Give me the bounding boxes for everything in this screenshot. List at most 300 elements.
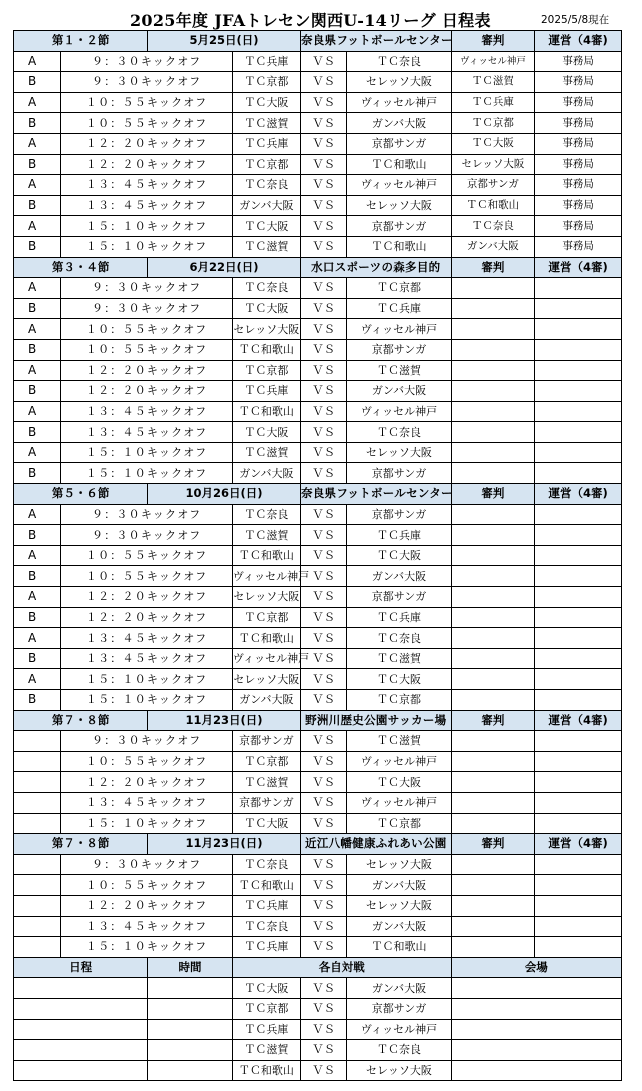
extra-venue-cell [451, 1060, 621, 1081]
match-row [14, 937, 622, 958]
extra-match-row [14, 1060, 622, 1081]
away-team: ＴＣ奈良 [347, 1040, 451, 1061]
match-time: １３：４５キックオフ [61, 195, 232, 216]
home-team: ＴＣ兵庫 [232, 895, 300, 916]
match-operation [535, 278, 622, 299]
home-team: ＴＣ兵庫 [232, 1019, 300, 1040]
home-team: ＴＣ滋賀 [232, 525, 300, 546]
match-operation [535, 339, 622, 360]
match-operation [535, 298, 622, 319]
match-row [14, 504, 622, 525]
match-time: １０：５５キックオフ [61, 875, 232, 896]
vs-label: ＶＳ [300, 751, 346, 772]
match-time: １５：１０キックオフ [61, 442, 232, 463]
home-team: ＴＣ奈良 [232, 916, 300, 937]
extra-time-cell [148, 1019, 233, 1040]
match-referee [451, 792, 535, 813]
vs-label: ＶＳ [300, 175, 346, 196]
match-time: １２：２０キックオフ [61, 772, 232, 793]
away-team: 京都サンガ [347, 587, 451, 608]
match-time: １０：５５キックオフ [61, 751, 232, 772]
vs-label: ＶＳ [300, 216, 346, 237]
away-team: ＴＣ兵庫 [347, 298, 451, 319]
away-team: セレッソ大阪 [347, 1060, 451, 1081]
home-team: ガンバ大阪 [232, 690, 300, 711]
extra-venue-cell [451, 998, 621, 1019]
match-time: １３：４５キックオフ [61, 175, 232, 196]
match-referee: セレッソ大阪 [451, 154, 535, 175]
home-team: ＴＣ大阪 [232, 216, 300, 237]
match-time: １２：２０キックオフ [61, 381, 232, 402]
away-team: ガンバ大阪 [347, 978, 451, 999]
match-group: B [14, 195, 61, 216]
match-row [14, 875, 622, 896]
match-group: A [14, 133, 61, 154]
home-team: ＴＣ京都 [232, 360, 300, 381]
match-time: １０：５５キックオフ [61, 92, 232, 113]
section-date: 10月26日(日) [148, 484, 301, 505]
match-referee [451, 587, 535, 608]
match-group: B [14, 154, 61, 175]
home-team: ＴＣ奈良 [232, 175, 300, 196]
referee-header: 審判 [451, 257, 535, 278]
match-referee [451, 422, 535, 443]
away-team: ヴィッセル神戸 [347, 401, 451, 422]
match-operation: 事務局 [535, 113, 622, 134]
match-row [14, 113, 622, 134]
vs-label: ＶＳ [300, 525, 346, 546]
match-group: B [14, 236, 61, 257]
home-team: ＴＣ奈良 [232, 504, 300, 525]
match-operation [535, 401, 622, 422]
extra-date-cell [14, 1040, 148, 1061]
extra-match-row [14, 1040, 622, 1061]
section-header-row [14, 31, 622, 52]
vs-label: ＶＳ [300, 978, 346, 999]
operation-header: 運営（4審) [535, 710, 622, 731]
away-team: ＴＣ和歌山 [347, 154, 451, 175]
away-team: ヴィッセル神戸 [347, 92, 451, 113]
home-team: ＴＣ大阪 [232, 978, 300, 999]
match-referee [451, 360, 535, 381]
match-operation [535, 669, 622, 690]
match-operation [535, 566, 622, 587]
match-operation [535, 731, 622, 752]
referee-header: 審判 [451, 834, 535, 855]
vs-label: ＶＳ [300, 401, 346, 422]
home-team: ＴＣ大阪 [232, 298, 300, 319]
match-time: ９：３０キックオフ [61, 298, 232, 319]
section-label: 第３・４節 [14, 257, 148, 278]
match-time: １５：１０キックオフ [61, 216, 232, 237]
match-operation [535, 504, 622, 525]
vs-label: ＶＳ [300, 731, 346, 752]
match-row [14, 133, 622, 154]
home-team: ＴＣ大阪 [232, 422, 300, 443]
match-operation: 事務局 [535, 236, 622, 257]
vs-label: ＶＳ [300, 648, 346, 669]
match-group: A [14, 545, 61, 566]
section-header-row [14, 834, 622, 855]
match-group: A [14, 401, 61, 422]
home-team: ＴＣ和歌山 [232, 339, 300, 360]
match-row [14, 319, 622, 340]
extra-date-cell [14, 1019, 148, 1040]
match-operation [535, 545, 622, 566]
match-referee [451, 381, 535, 402]
match-group: A [14, 319, 61, 340]
away-team: ＴＣ京都 [347, 813, 451, 834]
section-label: 第５・６節 [14, 484, 148, 505]
vs-label: ＶＳ [300, 92, 346, 113]
match-time: １２：２０キックオフ [61, 895, 232, 916]
vs-label: ＶＳ [300, 236, 346, 257]
home-team: セレッソ大阪 [232, 319, 300, 340]
match-operation [535, 648, 622, 669]
vs-label: ＶＳ [300, 566, 346, 587]
match-referee [451, 339, 535, 360]
match-referee [451, 319, 535, 340]
match-time: １０：５５キックオフ [61, 566, 232, 587]
extra-time-cell [148, 1040, 233, 1061]
match-operation [535, 854, 622, 875]
match-referee: ＴＣ和歌山 [451, 195, 535, 216]
match-referee [451, 813, 535, 834]
match-time: ９：３０キックオフ [61, 72, 232, 93]
away-team: ヴィッセル神戸 [347, 1019, 451, 1040]
match-row [14, 463, 622, 484]
home-team: 京都サンガ [232, 792, 300, 813]
home-team: ＴＣ滋賀 [232, 772, 300, 793]
match-group: B [14, 690, 61, 711]
away-team: ＴＣ滋賀 [347, 648, 451, 669]
match-group: B [14, 339, 61, 360]
match-operation: 事務局 [535, 195, 622, 216]
extra-time-cell [148, 978, 233, 999]
as-of-date: 2025/5/8現在 [541, 14, 610, 26]
match-group: B [14, 298, 61, 319]
away-team: ＴＣ大阪 [347, 545, 451, 566]
match-row [14, 401, 622, 422]
vs-label: ＶＳ [300, 422, 346, 443]
home-team: ＴＣ京都 [232, 154, 300, 175]
extra-date-cell [14, 998, 148, 1019]
match-referee [451, 278, 535, 299]
vs-label: ＶＳ [300, 607, 346, 628]
away-team: ＴＣ京都 [347, 690, 451, 711]
home-team: ガンバ大阪 [232, 463, 300, 484]
match-operation [535, 525, 622, 546]
vs-label: ＶＳ [300, 51, 346, 72]
extra-match-row [14, 978, 622, 999]
home-team: ＴＣ兵庫 [232, 381, 300, 402]
match-group: A [14, 628, 61, 649]
home-team: ＴＣ京都 [232, 607, 300, 628]
vs-label: ＶＳ [300, 916, 346, 937]
away-team: ヴィッセル神戸 [347, 751, 451, 772]
match-operation [535, 937, 622, 958]
away-team: ヴィッセル神戸 [347, 175, 451, 196]
away-team: 京都サンガ [347, 216, 451, 237]
match-referee [451, 504, 535, 525]
match-referee [451, 648, 535, 669]
match-referee [451, 751, 535, 772]
match-referee: ガンバ大阪 [451, 236, 535, 257]
match-row [14, 216, 622, 237]
match-group: B [14, 422, 61, 443]
match-row [14, 236, 622, 257]
away-team: ガンバ大阪 [347, 916, 451, 937]
vs-label: ＶＳ [300, 1019, 346, 1040]
match-group [14, 916, 61, 937]
vs-label: ＶＳ [300, 319, 346, 340]
match-time: １２：２０キックオフ [61, 154, 232, 175]
vs-label: ＶＳ [300, 813, 346, 834]
match-time: １５：１０キックオフ [61, 813, 232, 834]
match-operation [535, 319, 622, 340]
section-header-row [14, 710, 622, 731]
match-group: B [14, 113, 61, 134]
match-referee [451, 731, 535, 752]
vs-label: ＶＳ [300, 72, 346, 93]
match-operation: 事務局 [535, 72, 622, 93]
away-team: セレッソ大阪 [347, 72, 451, 93]
match-referee [451, 566, 535, 587]
vs-label: ＶＳ [300, 875, 346, 896]
home-team: ＴＣ大阪 [232, 92, 300, 113]
away-team: ＴＣ兵庫 [347, 525, 451, 546]
away-team: ＴＣ和歌山 [347, 937, 451, 958]
vs-label: ＶＳ [300, 442, 346, 463]
match-row [14, 72, 622, 93]
home-team: ＴＣ大阪 [232, 813, 300, 834]
vs-label: ＶＳ [300, 545, 346, 566]
match-time: １３：４５キックオフ [61, 648, 232, 669]
section-date: 11月23日(日) [148, 834, 301, 855]
match-referee [451, 690, 535, 711]
vs-label: ＶＳ [300, 339, 346, 360]
vs-label: ＶＳ [300, 113, 346, 134]
match-time: １３：４５キックオフ [61, 916, 232, 937]
match-time: １０：５５キックオフ [61, 545, 232, 566]
operation-header: 運営（4審) [535, 31, 622, 52]
match-row [14, 298, 622, 319]
extra-header-row [14, 957, 622, 978]
match-group: B [14, 648, 61, 669]
operation-header: 運営（4審) [535, 834, 622, 855]
vs-label: ＶＳ [300, 133, 346, 154]
match-referee [451, 916, 535, 937]
home-team: 京都サンガ [232, 731, 300, 752]
match-group: B [14, 607, 61, 628]
match-row [14, 278, 622, 299]
match-group: B [14, 566, 61, 587]
home-team: ガンバ大阪 [232, 195, 300, 216]
home-team: セレッソ大阪 [232, 587, 300, 608]
match-row [14, 731, 622, 752]
match-referee [451, 463, 535, 484]
match-referee [451, 442, 535, 463]
away-team: ＴＣ奈良 [347, 628, 451, 649]
match-row [14, 154, 622, 175]
match-row [14, 92, 622, 113]
vs-label: ＶＳ [300, 504, 346, 525]
match-time: ９：３０キックオフ [61, 278, 232, 299]
away-team: ＴＣ京都 [347, 278, 451, 299]
match-group: B [14, 72, 61, 93]
match-group: A [14, 278, 61, 299]
match-operation [535, 607, 622, 628]
away-team: 京都サンガ [347, 998, 451, 1019]
home-team: ＴＣ滋賀 [232, 236, 300, 257]
match-row [14, 175, 622, 196]
match-operation [535, 690, 622, 711]
match-row [14, 669, 622, 690]
away-team: ＴＣ奈良 [347, 422, 451, 443]
match-referee [451, 628, 535, 649]
away-team: 京都サンガ [347, 133, 451, 154]
match-group [14, 813, 61, 834]
away-team: ガンバ大阪 [347, 381, 451, 402]
match-operation [535, 381, 622, 402]
match-time: １２：２０キックオフ [61, 607, 232, 628]
match-time: １５：１０キックオフ [61, 236, 232, 257]
match-operation [535, 916, 622, 937]
match-referee [451, 298, 535, 319]
match-referee: ＴＣ奈良 [451, 216, 535, 237]
vs-label: ＶＳ [300, 628, 346, 649]
extra-date-cell [14, 978, 148, 999]
match-operation: 事務局 [535, 154, 622, 175]
match-time: １３：４５キックオフ [61, 401, 232, 422]
vs-label: ＶＳ [300, 772, 346, 793]
away-team: ＴＣ滋賀 [347, 360, 451, 381]
match-operation [535, 792, 622, 813]
section-venue: 野洲川歴史公園サッカー場 [300, 710, 451, 731]
match-referee [451, 895, 535, 916]
match-row [14, 607, 622, 628]
match-row [14, 51, 622, 72]
match-group: A [14, 175, 61, 196]
away-team: ＴＣ大阪 [347, 669, 451, 690]
match-row [14, 895, 622, 916]
vs-label: ＶＳ [300, 998, 346, 1019]
extra-time-cell [148, 998, 233, 1019]
match-operation: 事務局 [535, 51, 622, 72]
match-operation: 事務局 [535, 216, 622, 237]
extra-venue-cell [451, 978, 621, 999]
match-group: A [14, 92, 61, 113]
match-time: ９：３０キックオフ [61, 51, 232, 72]
section-date: 5月25日(日) [148, 31, 301, 52]
away-team: セレッソ大阪 [347, 442, 451, 463]
match-referee [451, 669, 535, 690]
match-row [14, 690, 622, 711]
match-group: A [14, 504, 61, 525]
match-group [14, 772, 61, 793]
match-time: １０：５５キックオフ [61, 339, 232, 360]
extra-time-cell [148, 1060, 233, 1081]
match-group [14, 854, 61, 875]
match-group: B [14, 463, 61, 484]
vs-label: ＶＳ [300, 1040, 346, 1061]
vs-label: ＶＳ [300, 854, 346, 875]
extra-venue-header: 会場 [451, 957, 621, 978]
home-team: ヴィッセル神戸 [232, 648, 300, 669]
match-time: １２：２０キックオフ [61, 133, 232, 154]
match-row [14, 525, 622, 546]
section-venue: 奈良県フットボールセンター [300, 31, 451, 52]
match-operation [535, 587, 622, 608]
home-team: ＴＣ京都 [232, 72, 300, 93]
vs-label: ＶＳ [300, 195, 346, 216]
match-operation [535, 813, 622, 834]
vs-label: ＶＳ [300, 669, 346, 690]
match-time: ９：３０キックオフ [61, 731, 232, 752]
home-team: ＴＣ滋賀 [232, 113, 300, 134]
away-team: 京都サンガ [347, 504, 451, 525]
match-row [14, 792, 622, 813]
vs-label: ＶＳ [300, 690, 346, 711]
match-operation [535, 751, 622, 772]
away-team: ガンバ大阪 [347, 113, 451, 134]
away-team: ＴＣ滋賀 [347, 731, 451, 752]
match-operation: 事務局 [535, 133, 622, 154]
match-operation [535, 360, 622, 381]
section-venue: 水口スポーツの森多目的 [300, 257, 451, 278]
home-team: ＴＣ兵庫 [232, 937, 300, 958]
match-row [14, 545, 622, 566]
section-label: 第７・８節 [14, 834, 148, 855]
match-group: A [14, 360, 61, 381]
extra-time-header: 時間 [148, 957, 233, 978]
vs-label: ＶＳ [300, 381, 346, 402]
section-date: 11月23日(日) [148, 710, 301, 731]
match-group [14, 937, 61, 958]
away-team: セレッソ大阪 [347, 195, 451, 216]
match-referee [451, 401, 535, 422]
away-team: ヴィッセル神戸 [347, 319, 451, 340]
section-label: 第１・２節 [14, 31, 148, 52]
home-team: ＴＣ奈良 [232, 278, 300, 299]
match-time: １５：１０キックオフ [61, 690, 232, 711]
referee-header: 審判 [451, 710, 535, 731]
match-row [14, 628, 622, 649]
section-venue: 近江八幡健康ふれあい公園 [300, 834, 451, 855]
match-group: A [14, 587, 61, 608]
away-team: ガンバ大阪 [347, 566, 451, 587]
match-operation [535, 422, 622, 443]
match-time: １３：４５キックオフ [61, 792, 232, 813]
match-operation [535, 463, 622, 484]
vs-label: ＶＳ [300, 463, 346, 484]
home-team: ＴＣ和歌山 [232, 628, 300, 649]
vs-label: ＶＳ [300, 278, 346, 299]
home-team: ＴＣ京都 [232, 751, 300, 772]
home-team: セレッソ大阪 [232, 669, 300, 690]
match-referee [451, 854, 535, 875]
extra-venue-cell [451, 1019, 621, 1040]
match-group: A [14, 442, 61, 463]
match-group [14, 731, 61, 752]
away-team: 京都サンガ [347, 463, 451, 484]
match-operation [535, 875, 622, 896]
match-row [14, 195, 622, 216]
extra-venue-cell [451, 1040, 621, 1061]
match-time: １５：１０キックオフ [61, 937, 232, 958]
home-team: ＴＣ和歌山 [232, 401, 300, 422]
extra-match-row [14, 998, 622, 1019]
